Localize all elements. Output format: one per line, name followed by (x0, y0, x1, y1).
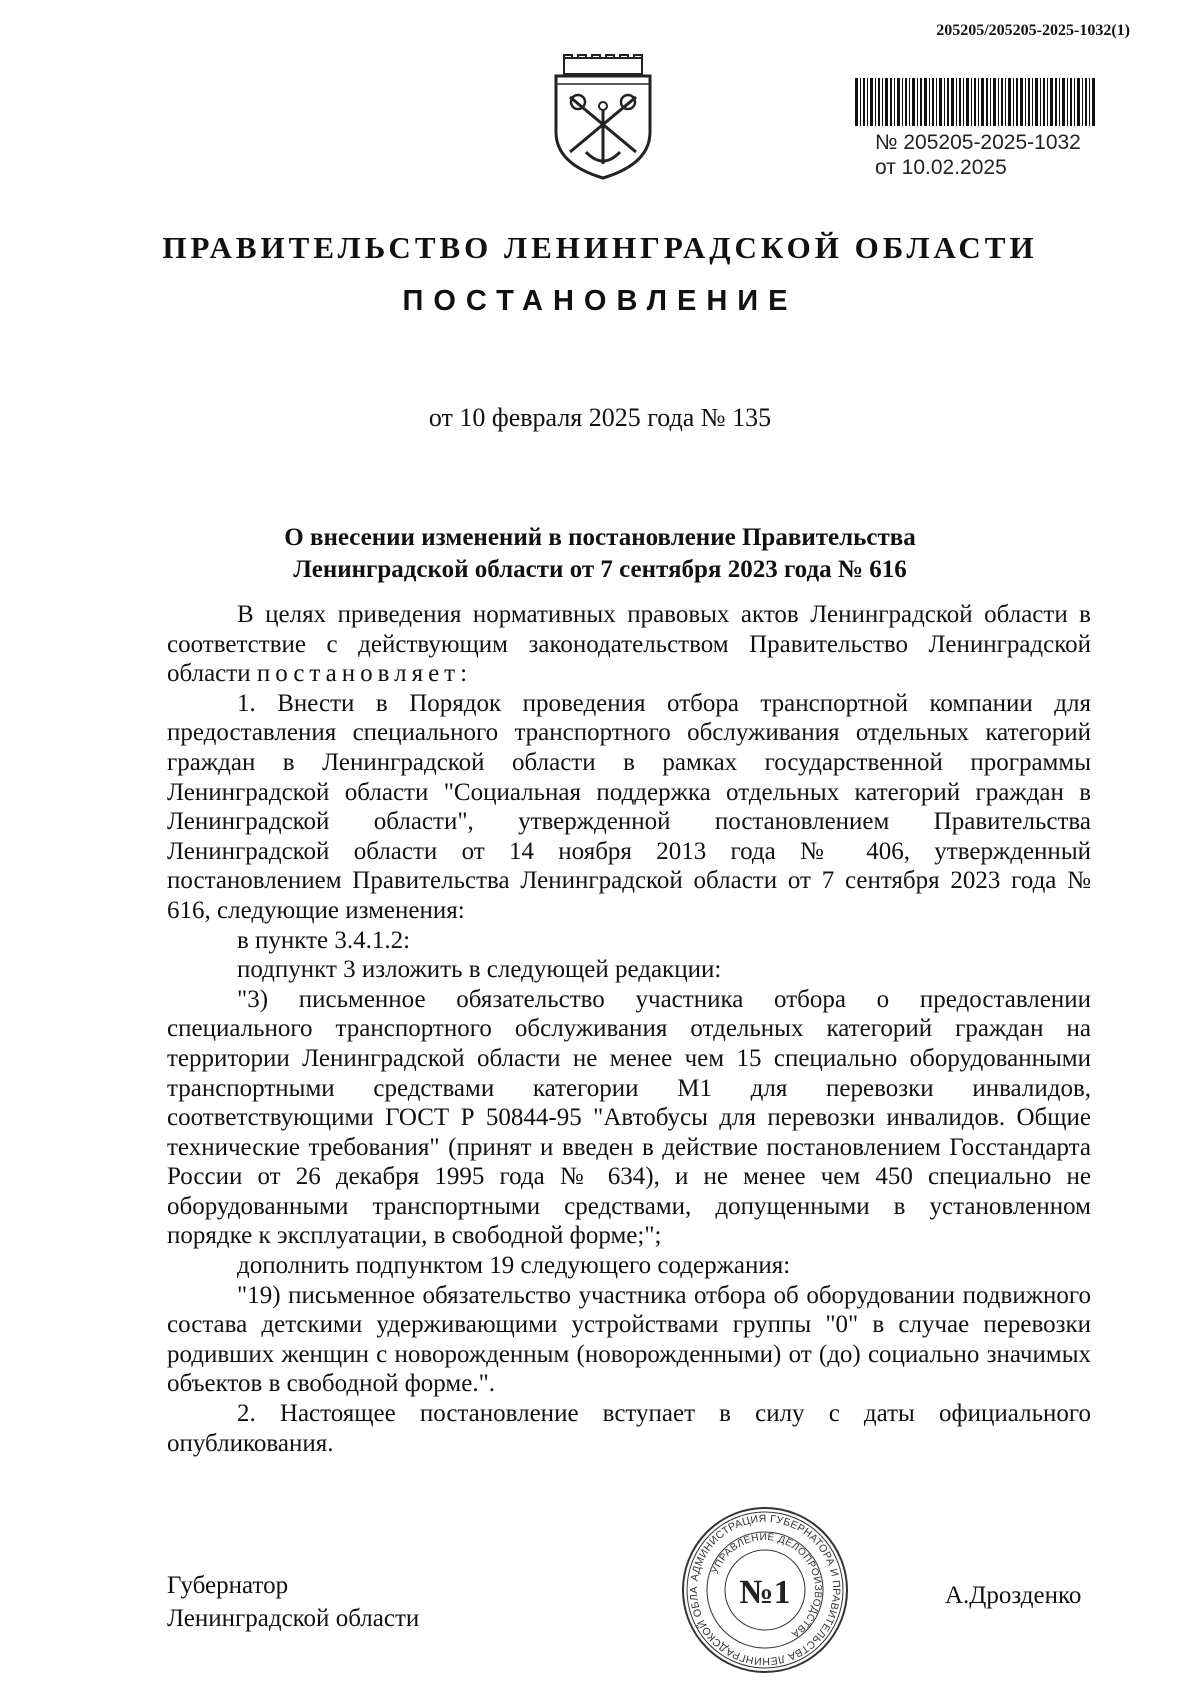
paragraph-5: дополнить подпунктом 19 следующего содержания: (237, 1252, 791, 1280)
signatory-name: А.Дрозденко (945, 1582, 1082, 1609)
document-date-number: от 10 февраля 2025 года № 135 (428, 403, 772, 432)
paragraph-3: подпункт 3 изложить в следующей редакции: (237, 956, 722, 984)
stamp-center-number: №1 (739, 1574, 791, 1611)
barcode-icon (855, 78, 1095, 126)
intro-resolves: постановляет: (256, 660, 473, 688)
paragraph-6: "19) письменное обязательство участника отбора об оборудовании подвижного состава детскими удерживающими устройствами группы "0" в случае перевозки родивших женщин с новорожденным (новорожденными) от (до) социально значимых объектов в свободной форме.". (167, 1281, 1091, 1398)
document-reference-number: 205205/205205-2025-1032(1) (936, 22, 1130, 39)
signatory-position-line-1: Губернатор (167, 1572, 289, 1599)
official-stamp (680, 1505, 850, 1675)
subject-line-1: О внесении изменений в постановление Правительства (284, 524, 916, 551)
registration-date: от 10.02.2025 (875, 156, 1007, 179)
paragraph-2: в пункте 3.4.1.2: (237, 926, 411, 954)
government-title: ПРАВИТЕЛЬСТВО ЛЕНИНГРАДСКОЙ ОБЛАСТИ (162, 230, 1038, 265)
paragraph-7: 2. Настоящее постановление вступает в силу с даты официального опубликования. (167, 1400, 1091, 1457)
document-body (167, 600, 1091, 1458)
coat-of-arms-icon (548, 52, 658, 182)
registration-number: № 205205-2025-1032 (875, 131, 1081, 154)
stamp-inner-text: УПРАВЛЕНИЕ ДЕЛОПРОИЗВОДСТВА (709, 1531, 824, 1640)
paragraph-1: 1. Внести в Порядок проведения отбора транспортной компании для предоставления специального транспортного обслуживания отдельных категорий граждан в Ленинградской области в рамках государственной программы Ленинградской области "Социальная поддержка отдельных категорий граждан в Ленинградской области", утвержденной постановлением Правительства Ленинградской области от 14 ноября 2013 года № 406, утвержденный постановлением Правительства Ленинградской области от 7 сентября 2023 года № 616, следующие изменения: (167, 689, 1091, 924)
document-subject (0, 522, 1200, 586)
signatory-position (167, 1569, 419, 1635)
intro-paragraph (167, 600, 1091, 689)
paragraph-4: "3) письменное обязательство участника отбора о предоставлении специального транспортного обслуживания отдельных категорий граждан на территории Ленинградской области не менее чем 15 специально оборудованными транспортными средствами категории М1 для перевозки инвалидов, соответствующими ГОСТ Р 50844-95 "Автобусы для перевозки инвалидов. Общие технические требования" (принят и введен в действие постановлением Госстандарта России от 26 декабря 1995 года № 634), и не менее чем 450 специально не оборудованными транспортными средствами, допущенными в установленном порядке к эксплуатации, в свободной форме;"; (167, 985, 1091, 1250)
signatory-position-line-2: Ленинградской области (167, 1605, 420, 1632)
stamp-ring-text: АДМИНИСТРАЦИЯ ГУБЕРНАТОРА И ПРАВИТЕЛЬСТВА ЛЕНИНГРАДСКОЙ ОБЛА (687, 1512, 843, 1668)
intro-text: В целях приведения нормативных правовых актов Ленинградской области в соответствие с действующим законодательством Правительство Ленинградской области (167, 601, 1091, 688)
registration-block (875, 130, 1135, 180)
subject-line-2: Ленинградской области от 7 сентября 2023 года № 616 (293, 556, 907, 583)
document-type: ПОСТАНОВЛЕНИЕ (402, 285, 798, 317)
